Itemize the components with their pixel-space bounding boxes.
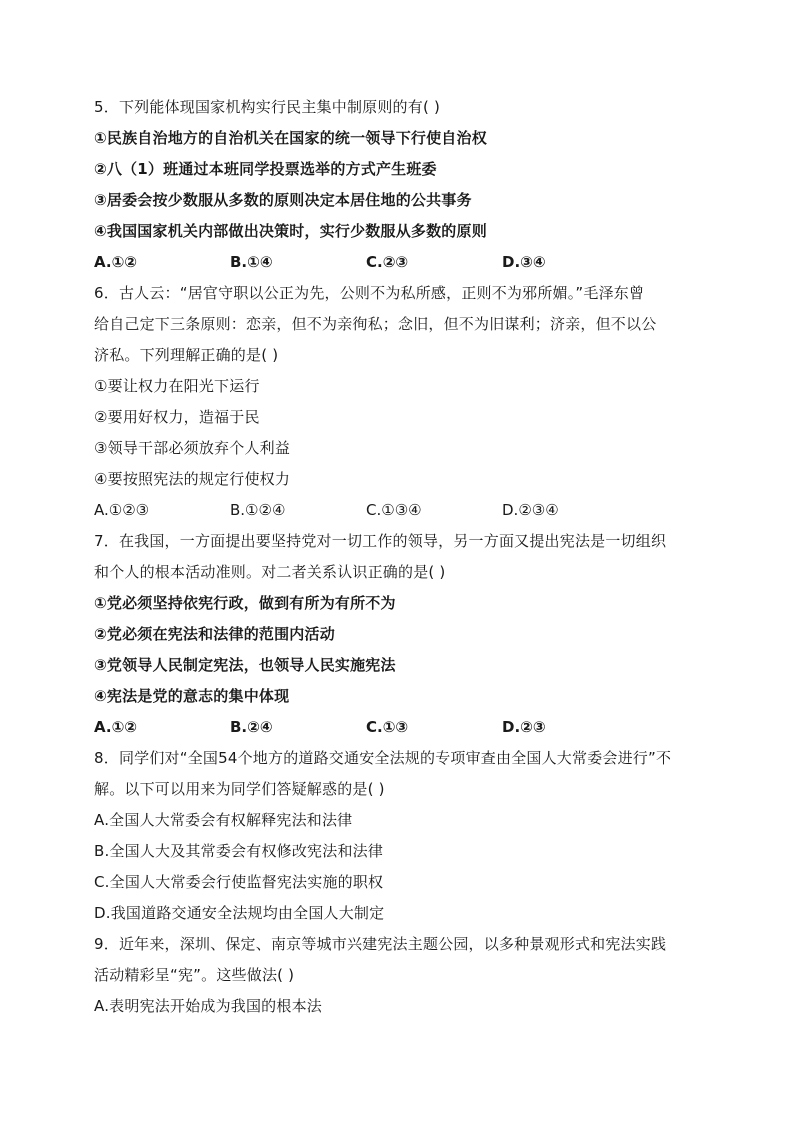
option-d: D.②③④ xyxy=(502,501,559,519)
question-stem: 6．古人云：“居官守职以公正为先，公则不为私所感，正则不为邪所媚。”毛泽东曾 xyxy=(94,284,645,302)
question-stem: 解。以下可以用来为同学们答疑解惑的是( ) xyxy=(94,780,385,798)
option-a: A.①② xyxy=(94,718,137,736)
choice: A.全国人大常委会有权解释宪法和法律 xyxy=(94,811,353,829)
answer-options xyxy=(94,712,704,743)
choice: B.全国人大及其常委会有权修改宪法和法律 xyxy=(94,842,384,860)
option-b: B.①④ xyxy=(230,253,273,271)
question-stem: 8．同学们对“全国54个地方的道路交通安全法规的专项审查由全国人大常委会进行”不 xyxy=(94,749,672,767)
question-stem: 济私。下列理解正确的是( ) xyxy=(94,346,279,364)
choice: D.我国道路交通安全法规均由全国人大制定 xyxy=(94,904,385,922)
option-c: C.②③ xyxy=(366,253,409,271)
statement: ④我国国家机关内部做出决策时，实行少数服从多数的原则 xyxy=(94,222,487,240)
choice: C.全国人大常委会行使监督宪法实施的职权 xyxy=(94,873,384,891)
statement: ④要按照宪法的规定行使权力 xyxy=(94,470,291,488)
option-d: D.②③ xyxy=(502,718,546,736)
option-a: A.①②③ xyxy=(94,501,150,519)
statement: ①党必须坚持依宪行政，做到有所为有所不为 xyxy=(94,594,396,612)
question-stem: 活动精彩呈“宪”。这些做法( ) xyxy=(94,966,295,984)
option-a: A.①② xyxy=(94,253,137,271)
statement: ②八（1）班通过本班同学投票选举的方式产生班委 xyxy=(94,160,437,178)
statement: ①民族自治地方的自治机关在国家的统一领导下行使自治权 xyxy=(94,129,487,147)
question-7 xyxy=(94,526,704,743)
statement: ②党必须在宪法和法律的范围内活动 xyxy=(94,625,335,643)
option-d: D.③④ xyxy=(502,253,546,271)
question-6 xyxy=(94,278,704,526)
statement: ③居委会按少数服从多数的原则决定本居住地的公共事务 xyxy=(94,191,472,209)
option-b: B.①②④ xyxy=(230,501,286,519)
question-5 xyxy=(94,92,704,278)
question-8 xyxy=(94,743,704,929)
question-stem: 给自己定下三条原则：恋亲，但不为亲徇私；念旧，但不为旧谋利；济亲，但不以公 xyxy=(94,315,657,333)
option-c: C.①③④ xyxy=(366,501,422,519)
choice: A.表明宪法开始成为我国的根本法 xyxy=(94,997,322,1015)
statement: ④宪法是党的意志的集中体现 xyxy=(94,687,290,705)
question-stem: 和个人的根本活动准则。对二者关系认识正确的是( ) xyxy=(94,563,446,581)
question-9 xyxy=(94,929,704,1022)
answer-options xyxy=(94,247,704,278)
question-stem: 9．近年来，深圳、保定、南京等城市兴建宪法主题公园，以多种景观形式和宪法实践 xyxy=(94,935,667,953)
statement: ③党领导人民制定宪法，也领导人民实施宪法 xyxy=(94,656,396,674)
question-stem: 7．在我国，一方面提出要坚持党对一切工作的领导，另一方面又提出宪法是一切组织 xyxy=(94,532,667,550)
statement: ①要让权力在阳光下运行 xyxy=(94,377,260,395)
option-c: C.①③ xyxy=(366,718,409,736)
option-b: B.②④ xyxy=(230,718,273,736)
answer-options xyxy=(94,495,704,526)
question-stem: 5．下列能体现国家机构实行民主集中制原则的有( ) xyxy=(94,98,441,116)
exam-page xyxy=(94,92,704,1022)
statement: ②要用好权力，造福于民 xyxy=(94,408,260,426)
statement: ③领导干部必须放弃个人利益 xyxy=(94,439,291,457)
